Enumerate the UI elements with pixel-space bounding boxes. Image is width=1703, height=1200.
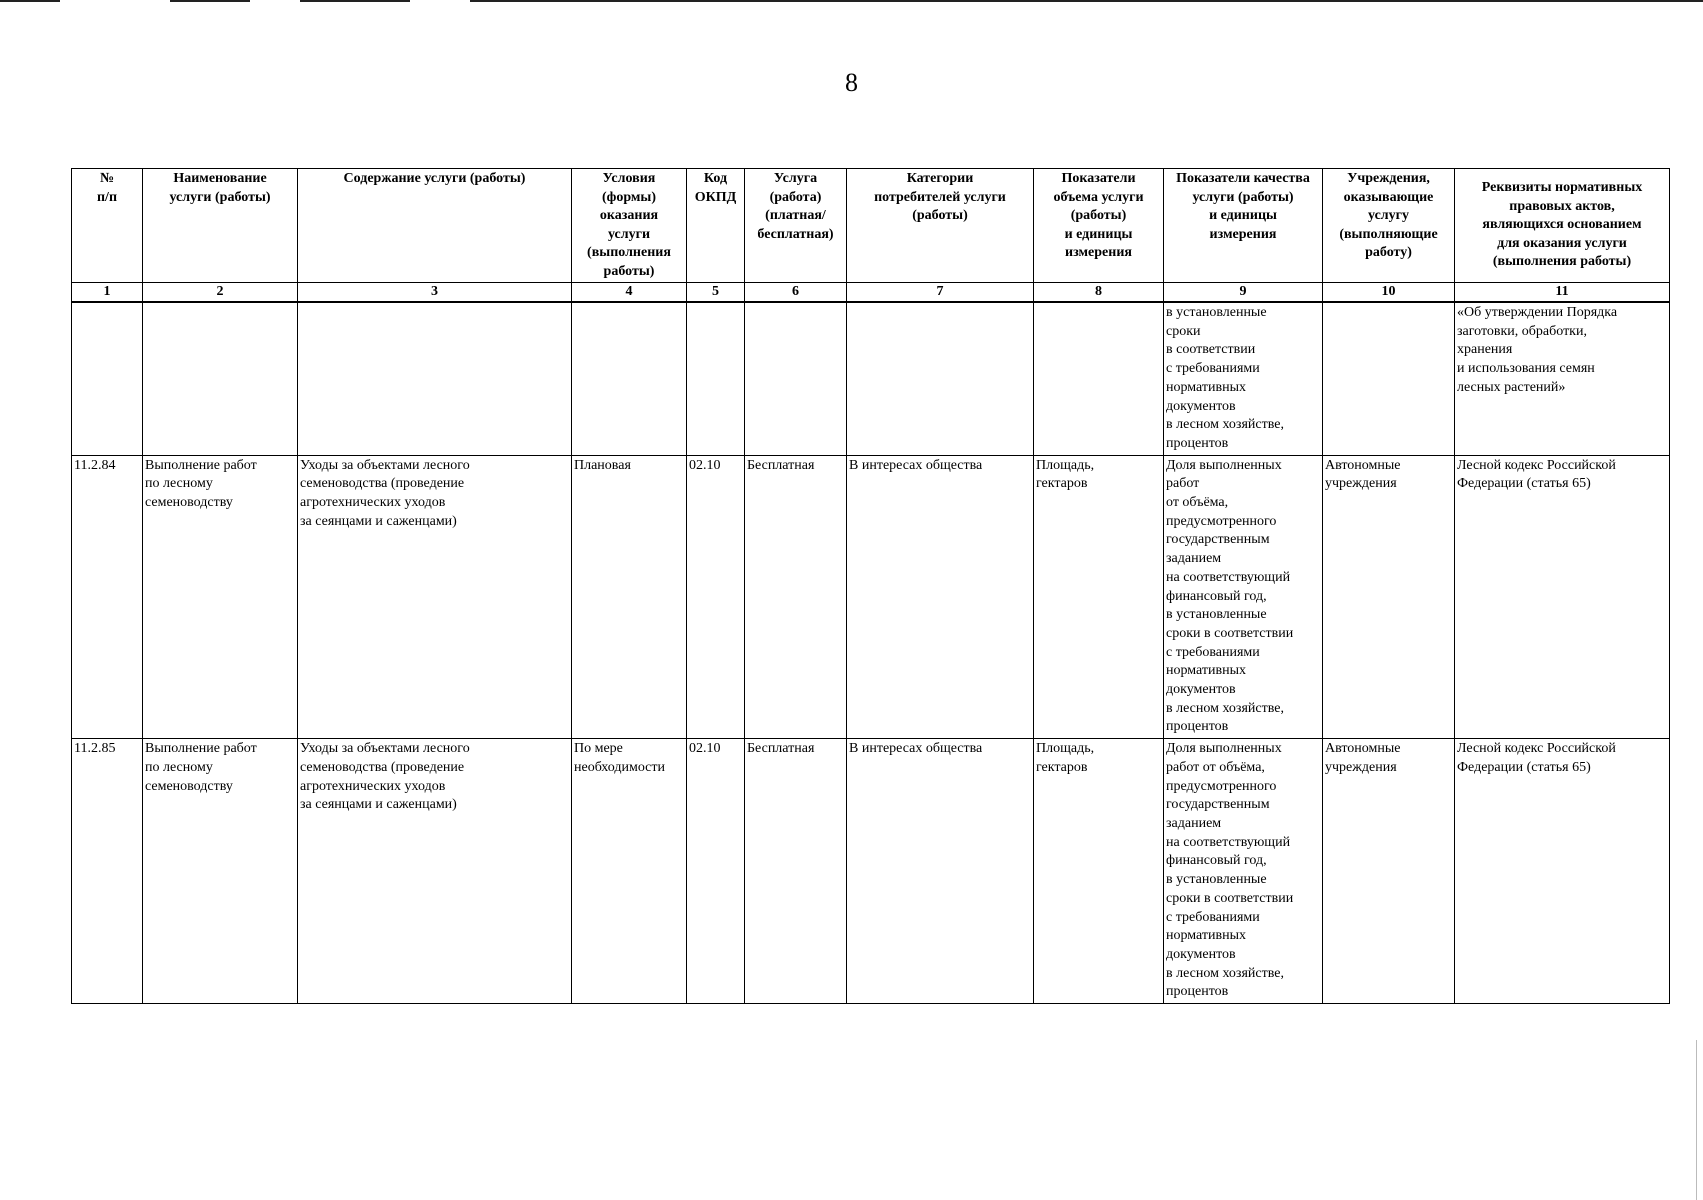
table-row — [72, 739, 1670, 1004]
table-cell: 02.10 — [687, 739, 745, 1004]
header-cell-service-name: Наименование услуги (работы) — [143, 169, 298, 283]
table-cell: Автономные учреждения — [1323, 739, 1455, 1004]
table-cell — [298, 302, 572, 455]
scan-artifact-line — [0, 0, 60, 2]
table-row-continuation — [72, 302, 1670, 455]
table-cell: По мере необходимости — [572, 739, 687, 1004]
header-cell-consumer-categories: Категории потребителей услуги (работы) — [847, 169, 1034, 283]
table-cell: В интересах общества — [847, 455, 1034, 739]
column-number-row — [72, 283, 1670, 303]
header-cell-okpd-code: Код ОКПД — [687, 169, 745, 283]
table-cell: Выполнение работ по лесному семеноводству — [143, 739, 298, 1004]
table-cell: Площадь, гектаров — [1034, 455, 1164, 739]
table-cell: Площадь, гектаров — [1034, 739, 1164, 1004]
table-cell — [1034, 302, 1164, 455]
table-cell: Автономные учреждения — [1323, 455, 1455, 739]
scan-artifact-line — [170, 0, 250, 2]
table-cell — [72, 302, 143, 455]
table-header-row — [72, 169, 1670, 283]
header-cell-paid-free: Услуга (работа) (платная/ бесплатная) — [745, 169, 847, 283]
table-cell: 11.2.85 — [72, 739, 143, 1004]
table-cell: Уходы за объектами лесного семеноводства (проведение агротехнических уходов за сеянцами и саженцами) — [298, 739, 572, 1004]
header-cell-service-content: Содержание услуги (работы) — [298, 169, 572, 283]
scan-artifact-line — [470, 0, 1703, 2]
column-number-cell: 3 — [298, 283, 572, 303]
services-table — [71, 168, 1670, 1004]
header-cell-volume-indicators: Показатели объема услуги (работы) и единицы измерения — [1034, 169, 1164, 283]
column-number-cell: 1 — [72, 283, 143, 303]
table-cell: В интересах общества — [847, 739, 1034, 1004]
scan-artifact-line — [300, 0, 410, 2]
column-number-cell: 5 — [687, 283, 745, 303]
table-cell — [572, 302, 687, 455]
header-cell-quality-indicators: Показатели качества услуги (работы) и единицы измерения — [1164, 169, 1323, 283]
table-cell: Лесной кодекс Российской Федерации (статья 65) — [1455, 739, 1670, 1004]
table-cell: Выполнение работ по лесному семеноводству — [143, 455, 298, 739]
table-cell: в установленные сроки в соответствии с требованиями нормативных документов в лесном хозяйстве, процентов — [1164, 302, 1323, 455]
table-cell — [687, 302, 745, 455]
table-cell: Бесплатная — [745, 739, 847, 1004]
page-number: 8 — [845, 68, 858, 97]
column-number-cell: 8 — [1034, 283, 1164, 303]
table-cell: «Об утверждении Порядка заготовки, обработки, хранения и использования семян лесных растений» — [1455, 302, 1670, 455]
header-cell-legal-acts: Реквизиты нормативных правовых актов, являющихся основанием для оказания услуги (выполнения работы) — [1455, 169, 1670, 283]
header-cell-conditions: Условия (формы) оказания услуги (выполнения работы) — [572, 169, 687, 283]
column-number-cell: 11 — [1455, 283, 1670, 303]
table-cell — [1323, 302, 1455, 455]
table-cell: Лесной кодекс Российской Федерации (статья 65) — [1455, 455, 1670, 739]
table-cell: Бесплатная — [745, 455, 847, 739]
table-cell — [745, 302, 847, 455]
header-cell-institutions: Учреждения, оказывающие услугу (выполняющие работу) — [1323, 169, 1455, 283]
table-cell — [143, 302, 298, 455]
column-number-cell: 7 — [847, 283, 1034, 303]
table-cell — [847, 302, 1034, 455]
table-cell: Доля выполненных работ от объёма, предусмотренного государственным заданием на соответствующий финансовый год, в установленные сроки в соответствии с требованиями нормативных документов в лесном хозяйстве, процентов — [1164, 739, 1323, 1004]
table-cell: Уходы за объектами лесного семеноводства (проведение агротехнических уходов за сеянцами и саженцами) — [298, 455, 572, 739]
table-row — [72, 455, 1670, 739]
table-cell: 02.10 — [687, 455, 745, 739]
scan-artifact-edge — [1696, 1040, 1697, 1200]
column-number-cell: 9 — [1164, 283, 1323, 303]
table-cell: Доля выполненных работ от объёма, предусмотренного государственным заданием на соответствующий финансовый год, в установленные сроки в соответствии с требованиями нормативных документов в лесном хозяйстве, процентов — [1164, 455, 1323, 739]
header-cell-number: № п/п — [72, 169, 143, 283]
table-cell: Плановая — [572, 455, 687, 739]
column-number-cell: 6 — [745, 283, 847, 303]
column-number-cell: 2 — [143, 283, 298, 303]
column-number-cell: 4 — [572, 283, 687, 303]
column-number-cell: 10 — [1323, 283, 1455, 303]
table-cell: 11.2.84 — [72, 455, 143, 739]
